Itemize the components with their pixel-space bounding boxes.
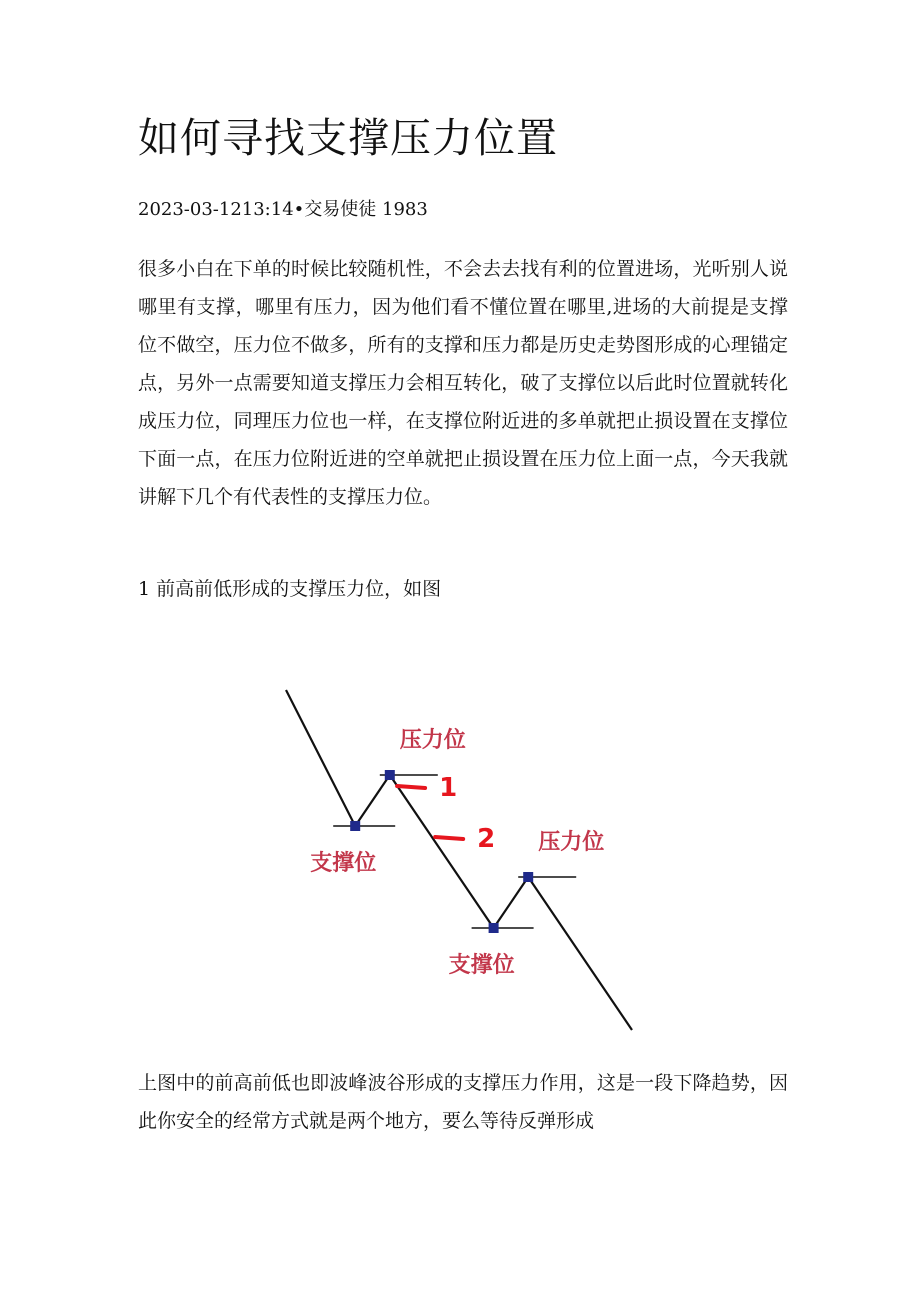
section-heading: 1 前高前低形成的支撑压力位，如图	[138, 578, 442, 600]
support-label: 支撑位	[448, 953, 515, 978]
support-pivot-marker	[350, 821, 360, 831]
support-resistance-chart	[280, 680, 650, 1040]
resistance-pivot-marker	[523, 872, 533, 882]
support-label: 支撑位	[310, 851, 377, 876]
resistance-label: 压力位	[399, 728, 466, 753]
article-meta: 2023-03-1213:14•交易使徒 1983	[138, 199, 428, 220]
annotation-number: 1	[439, 773, 458, 803]
annotation-number: 2	[477, 824, 496, 854]
annotation-dash	[397, 786, 425, 788]
figure-explanation-paragraph: 上图中的前高前低也即波峰波谷形成的支撑压力作用，这是一段下降趋势，因此你安全的经常方式就是两个地方，要么等待反弹形成	[138, 1072, 788, 1132]
intro-paragraph: 很多小白在下单的时候比较随机性，不会去去找有利的位置进场，光听别人说哪里有支撑，哪里有压力，因为他们看不懂位置在哪里,进场的大前提是支撑位不做空，压力位不做多，所有的支撑和压力都是历史走势图形成的心理锚定点，另外一点需要知道支撑压力会相互转化，破了支撑位以后此时位置就转化成压力位，同理压力位也一样，在支撑位附近进的多单就把止损设置在支撑位下面一点，在压力位附近进的空单就把止损设置在压力位上面一点，今天我就讲解下几个有代表性的支撑压力位。	[138, 258, 788, 508]
article-title: 如何寻找支撑压力位置	[138, 114, 558, 162]
resistance-pivot-marker	[385, 770, 395, 780]
support-pivot-marker	[489, 923, 499, 933]
support-resistance-figure	[280, 680, 650, 1040]
resistance-label: 压力位	[538, 830, 605, 855]
annotation-dash	[435, 837, 463, 839]
